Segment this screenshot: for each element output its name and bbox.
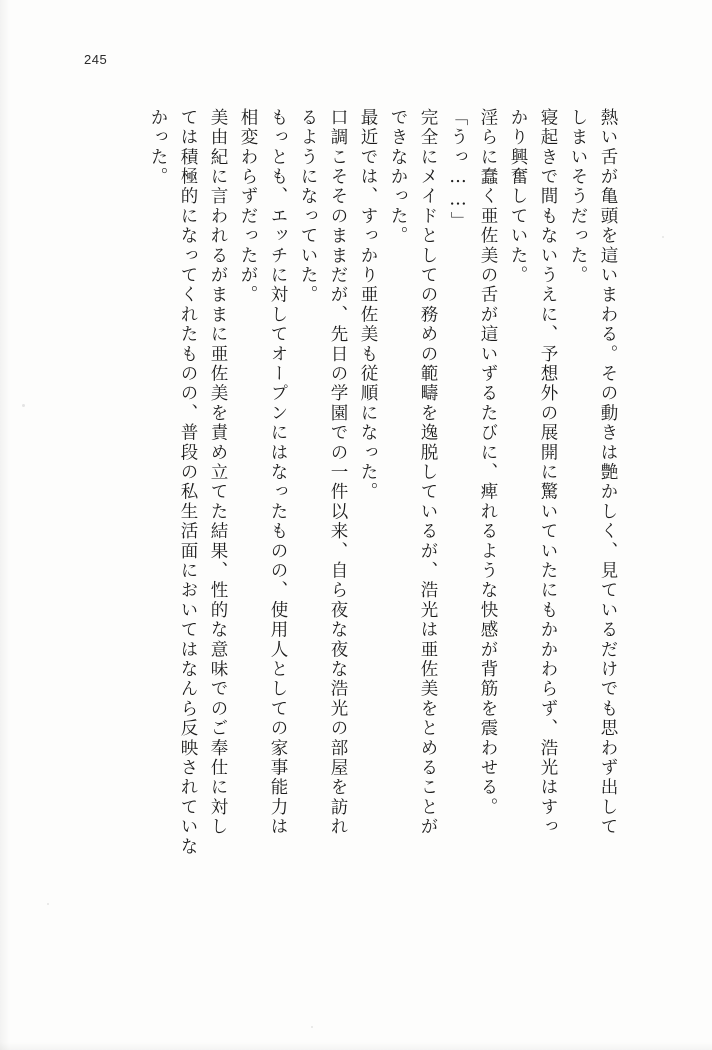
text-line: かり興奮していた。 — [508, 108, 528, 286]
text-line: かった。 — [148, 108, 168, 187]
text-line: できなかった。 — [388, 108, 408, 246]
paper-speckle — [47, 903, 49, 905]
text-line: 寝起きで間もないうえに、予想外の展開に驚いていたにもかかわらず、浩光はすっ — [538, 108, 558, 837]
text-line: もっとも、エッチに対してオープンにはなったものの、使用人としての家事能力は — [268, 108, 288, 837]
text-line: しまいそうだった。 — [568, 108, 588, 286]
page-number: 245 — [84, 52, 108, 67]
text-line: るようになっていた。 — [298, 108, 318, 305]
vertical-text-block — [96, 108, 616, 968]
paper-speckle — [311, 1026, 313, 1028]
text-line: 口調こそそのままだが、先日の学園での一件以来、自ら夜な夜な浩光の部屋を訪れ — [328, 108, 348, 837]
paper-speckle — [22, 404, 25, 407]
text-line: 相変わらずだったが。 — [238, 108, 258, 305]
text-line: 完全にメイドとしての務めの範疇を逸脱しているが、浩光は亜佐美をとめることが — [418, 108, 438, 837]
text-line: ては積極的になってくれたものの、普段の私生活面においてはなんら反映されていな — [178, 108, 198, 857]
page-edge-shadow-left — [0, 0, 10, 1050]
page-edge-shadow-bottom — [0, 1042, 712, 1050]
text-line: 淫らに蠢く亜佐美の舌が這いずるたびに、痺れるような快感が背筋を震わせる。 — [478, 108, 498, 818]
text-line: 熱い舌が亀頭を這いまわる。その動きは艶かしく、見ているだけでも思わず出して — [598, 108, 618, 837]
text-line: 最近では、すっかり亜佐美も従順になった。 — [358, 108, 378, 502]
text-line: 美由紀に言われるがままに亜佐美を責め立てた結果、性的な意味でのご奉仕に対し — [208, 108, 228, 837]
paper-speckle — [662, 236, 664, 238]
text-line: 「うっ……」 — [448, 108, 468, 232]
